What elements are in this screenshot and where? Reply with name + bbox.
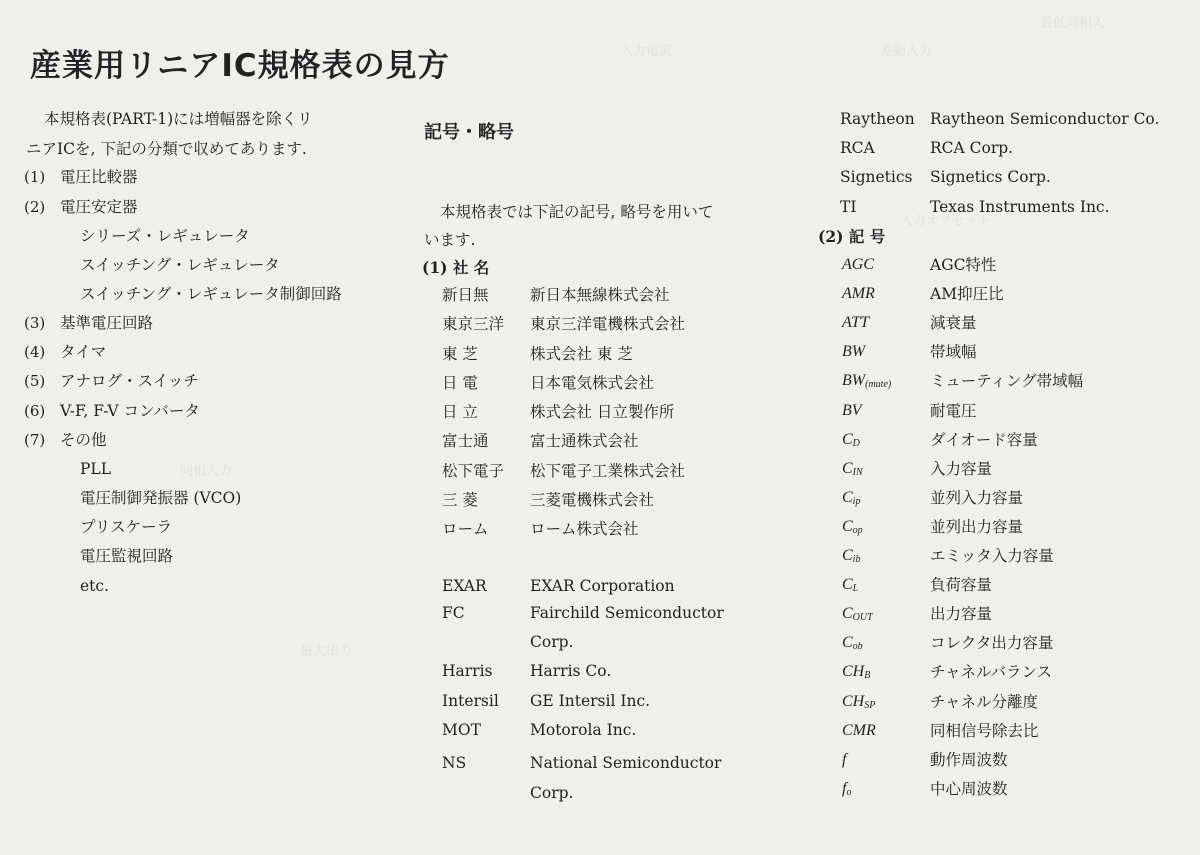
list-item-label: スイッチング・レギュレータ [80, 256, 280, 274]
symbol-description: チャネル分離度 [930, 693, 1039, 711]
list-item-label: タイマ [60, 343, 107, 361]
symbol-subscript: B [864, 670, 871, 681]
section-company-names: (1) 社 名 [422, 258, 490, 277]
company-abbreviation: MOT [442, 721, 481, 739]
list-item-number: (6) [24, 402, 46, 420]
symbol-subscript: D [852, 438, 860, 449]
company-name: 松下電子工業株式会社 [530, 462, 686, 480]
bleed-through-text: 入力電流 [620, 44, 673, 59]
symbol-main: CMR [842, 722, 876, 739]
symbol-main: CH [842, 663, 865, 680]
company-abbreviation: 東 芝 [442, 345, 478, 363]
symbol-main: BW [842, 343, 866, 360]
list-item-number: (4) [24, 343, 46, 361]
list-item-label: 電圧安定器 [60, 198, 138, 216]
symbol-description: 負荷容量 [930, 576, 993, 594]
company-abbreviation: Harris [442, 662, 493, 680]
company-abbreviation: Raytheon [840, 110, 915, 128]
symbol [842, 751, 846, 769]
symbol-description: 中心周波数 [930, 780, 1008, 798]
list-item-label: 電圧監視回路 [80, 547, 174, 565]
bleed-through-text: 同相入力 [180, 464, 233, 479]
symbol-description: コレクタ出力容量 [930, 634, 1054, 652]
company-abbreviation: TI [840, 198, 857, 216]
list-item-label: 電圧制御発振器 (VCO) [80, 489, 242, 507]
symbol [842, 314, 869, 332]
symbol-description: ダイオード容量 [930, 431, 1038, 449]
symbol-description: 出力容量 [930, 605, 993, 623]
company-name: Harris Co. [530, 662, 612, 680]
bleed-through-text: 差動入力 [880, 44, 933, 59]
symbol-description: 減衰量 [930, 314, 977, 332]
company-name: 株式会社 東 芝 [530, 345, 633, 363]
symbol-main: ATT [842, 314, 869, 331]
symbol-main: f [842, 780, 847, 797]
symbol-main: CH [842, 693, 865, 710]
company-name: 三菱電機株式会社 [530, 491, 655, 509]
company-name: 新日本無線株式会社 [530, 286, 670, 304]
company-name: RCA Corp. [930, 139, 1014, 157]
symbol-main: BV [842, 402, 862, 419]
symbol-subscript: o [846, 787, 852, 798]
list-item-label: シリーズ・レギュレータ [80, 227, 250, 245]
company-abbreviation: 富士通 [442, 432, 489, 450]
symbol-subscript: OUT [852, 612, 873, 623]
symbol-main: C [842, 518, 853, 535]
symbol [842, 518, 863, 540]
symbol [842, 663, 870, 685]
symbol-main: C [842, 547, 853, 564]
list-item-number: (2) [24, 198, 46, 216]
company-name: Motorola Inc. [530, 721, 637, 739]
company-name: 日本電気株式会社 [530, 374, 655, 392]
company-abbreviation: 東京三洋 [442, 315, 505, 333]
company-abbreviation: FC [442, 604, 465, 622]
left-intro-line: ニアICを, 下記の分類で収めてあります. [26, 140, 307, 158]
symbol-main: f [842, 751, 847, 768]
symbol [842, 460, 863, 482]
company-abbreviation: 日 電 [442, 374, 478, 392]
company-name: EXAR Corporation [530, 577, 675, 595]
company-abbreviation: NS [442, 754, 467, 772]
list-item-label: etc. [80, 577, 110, 595]
symbol-description: AM抑圧比 [930, 285, 1004, 303]
list-item-number: (5) [24, 372, 46, 390]
list-item-label: 基準電圧回路 [60, 314, 154, 332]
company-name: 東京三洋電機株式会社 [530, 315, 686, 333]
symbol [842, 693, 875, 715]
symbol-description: 入力容量 [930, 460, 993, 478]
company-name: Texas Instruments Inc. [930, 198, 1110, 216]
symbol-description: AGC特性 [930, 256, 997, 274]
symbol-description: 耐電圧 [930, 402, 977, 420]
section-heading: 記号・略号 [424, 122, 514, 143]
symbol-main: C [842, 576, 853, 593]
company-name: 富士通株式会社 [530, 432, 639, 450]
symbol [842, 489, 860, 511]
symbol-main: C [842, 605, 853, 622]
symbol [842, 343, 865, 361]
symbol-description: 帯域幅 [930, 343, 977, 361]
company-name: GE Intersil Inc. [530, 692, 651, 710]
company-name: 株式会社 日立製作所 [530, 403, 675, 421]
symbol-description: ミューティング帯域幅 [930, 372, 1084, 390]
company-name: Corp. [530, 633, 574, 651]
list-item-label: その他 [60, 431, 107, 449]
company-name: Fairchild Semiconductor [530, 604, 724, 622]
symbol-main: C [842, 634, 853, 651]
list-item-label: 電圧比較器 [60, 168, 138, 186]
company-abbreviation: Signetics [840, 168, 913, 186]
symbol-subscript: IN [852, 467, 863, 478]
symbol-description: 並列出力容量 [930, 518, 1024, 536]
company-name: Corp. [530, 784, 574, 802]
company-abbreviation: ローム [442, 520, 489, 538]
list-item-label: アナログ・スイッチ [60, 372, 199, 390]
company-abbreviation: 新日無 [442, 286, 489, 304]
symbol [842, 285, 875, 303]
list-item-label: プリスケーラ [80, 518, 173, 536]
list-item-number: (3) [24, 314, 46, 332]
company-abbreviation: RCA [840, 139, 875, 157]
list-item-label: スイッチング・レギュレータ制御回路 [80, 285, 342, 303]
section-symbols: (2) 記 号 [818, 227, 886, 246]
symbol-description: チャネルバランス [930, 663, 1052, 681]
company-abbreviation: 日 立 [442, 403, 478, 421]
symbol [842, 634, 863, 656]
symbol [842, 722, 876, 740]
list-item-number: (7) [24, 431, 46, 449]
symbol-subscript: ib [852, 554, 861, 565]
symbol [842, 431, 860, 453]
company-name: National Semiconductor [530, 754, 722, 772]
symbol-main: C [842, 431, 853, 448]
company-name: Raytheon Semiconductor Co. [930, 110, 1160, 128]
company-abbreviation: 松下電子 [442, 462, 505, 480]
symbol-main: AMR [842, 285, 875, 302]
bleed-through-text: 最大出力 [300, 644, 353, 659]
left-intro-line: 本規格表(PART-1)には増幅器を除くリ [44, 110, 313, 128]
list-item-number: (1) [24, 168, 46, 186]
symbol-subscript: SP [864, 700, 876, 711]
bleed-through-text: 入力オフセット [900, 214, 991, 229]
symbol [842, 402, 862, 420]
symbol-description: エミッタ入力容量 [930, 547, 1054, 565]
symbol-main: AGC [842, 256, 874, 273]
symbol [842, 605, 873, 627]
symbol-description: 動作周波数 [930, 751, 1008, 769]
page-title: 産業用リニアIC規格表の見方 [30, 48, 450, 84]
symbol-subscript: L [852, 583, 859, 594]
symbol-subscript: (mute) [865, 379, 892, 390]
list-item-label: V-F, F-V コンバータ [60, 402, 200, 420]
symbol-description: 同相信号除去比 [930, 722, 1039, 740]
symbol-description: 並列入力容量 [930, 489, 1024, 507]
symbol-subscript: ip [852, 496, 861, 507]
company-name: ローム株式会社 [530, 520, 639, 538]
symbol-main: BW [842, 372, 866, 389]
middle-intro-line: います. [424, 231, 476, 249]
symbol-main: C [842, 460, 853, 477]
symbol [842, 780, 851, 802]
bleed-through-text: 最低同相入 [1040, 16, 1106, 31]
company-abbreviation: Intersil [442, 692, 499, 710]
symbol-subscript: op [852, 525, 863, 536]
company-name: Signetics Corp. [930, 168, 1051, 186]
list-item-label: PLL [80, 460, 112, 478]
symbol [842, 576, 858, 598]
symbol [842, 372, 891, 394]
symbol [842, 547, 860, 569]
symbol [842, 256, 874, 274]
symbol-subscript: ob [852, 641, 863, 652]
company-abbreviation: EXAR [442, 577, 487, 595]
symbol-main: C [842, 489, 853, 506]
middle-intro-line: 本規格表では下記の記号, 略号を用いて [440, 203, 714, 221]
company-abbreviation: 三 菱 [442, 491, 478, 509]
